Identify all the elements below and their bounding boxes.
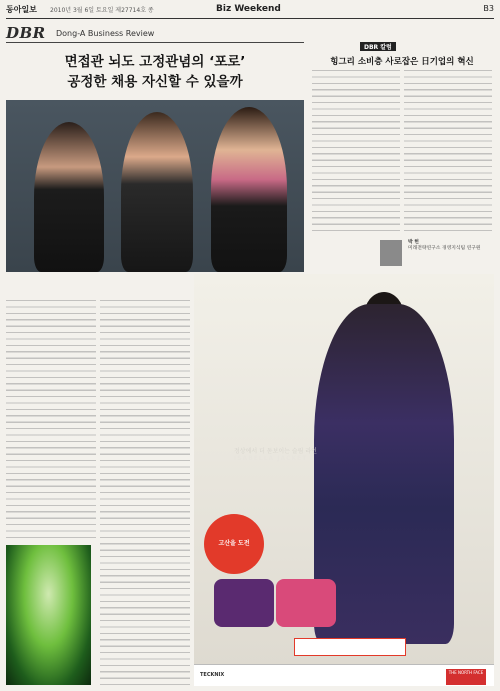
column-title: 힝그리 소비층 사로잡은 日기업의 혁신	[330, 57, 474, 67]
author-name: 박 헌	[408, 240, 419, 245]
issue-date: 2010년 3월 6일 토요일 제27714호 종	[50, 7, 154, 14]
header-rule	[6, 42, 304, 43]
main-headline	[6, 52, 304, 92]
newspaper-logo: 동아일보	[6, 5, 37, 14]
dbr-logo: DBR	[6, 24, 46, 42]
person-figure-2	[121, 112, 193, 272]
interview-photo	[6, 100, 304, 272]
advertisement[interactable]	[194, 274, 494, 686]
ad-product-name: ISABELLA JACKET	[234, 455, 308, 462]
headline-line-1: 면접관 뇌도 고정관념의 ‘포로’	[64, 54, 246, 70]
ad-footer-bar	[194, 664, 494, 686]
author-photo	[380, 240, 402, 266]
section-title: Biz Weekend	[216, 4, 281, 14]
column-text-2	[404, 70, 492, 234]
body-column-1	[6, 300, 96, 542]
ad-jacket-pink	[276, 579, 336, 627]
ad-badge-text: 고산을 도전	[218, 540, 250, 547]
person-figure-3	[211, 107, 287, 272]
column-tag: DBR 칼럼	[360, 42, 396, 51]
ad-footer-logo: TECKNIX	[200, 672, 225, 678]
ad-slogan: 정상에서 더 돋보이는 슬림 라인	[234, 448, 317, 455]
ad-notice-box	[294, 638, 406, 656]
dbr-subtitle: Dong-A Business Review	[56, 29, 155, 38]
brand-logo[interactable]: THE NORTH FACE	[446, 669, 486, 685]
ad-badge	[204, 514, 264, 574]
brain-illustration	[6, 545, 91, 685]
page-number: B3	[483, 4, 494, 13]
masthead	[6, 4, 494, 19]
ad-jacket-purple	[214, 579, 274, 627]
author-byline	[408, 240, 492, 252]
column-text-1	[312, 70, 400, 234]
body-column-2	[100, 300, 190, 685]
author-affiliation: 미래전략연구소 경영지식팀 연구원	[408, 246, 481, 251]
headline-line-2: 공정한 채용 자신할 수 있을까	[67, 74, 243, 90]
person-figure-1	[34, 122, 104, 272]
